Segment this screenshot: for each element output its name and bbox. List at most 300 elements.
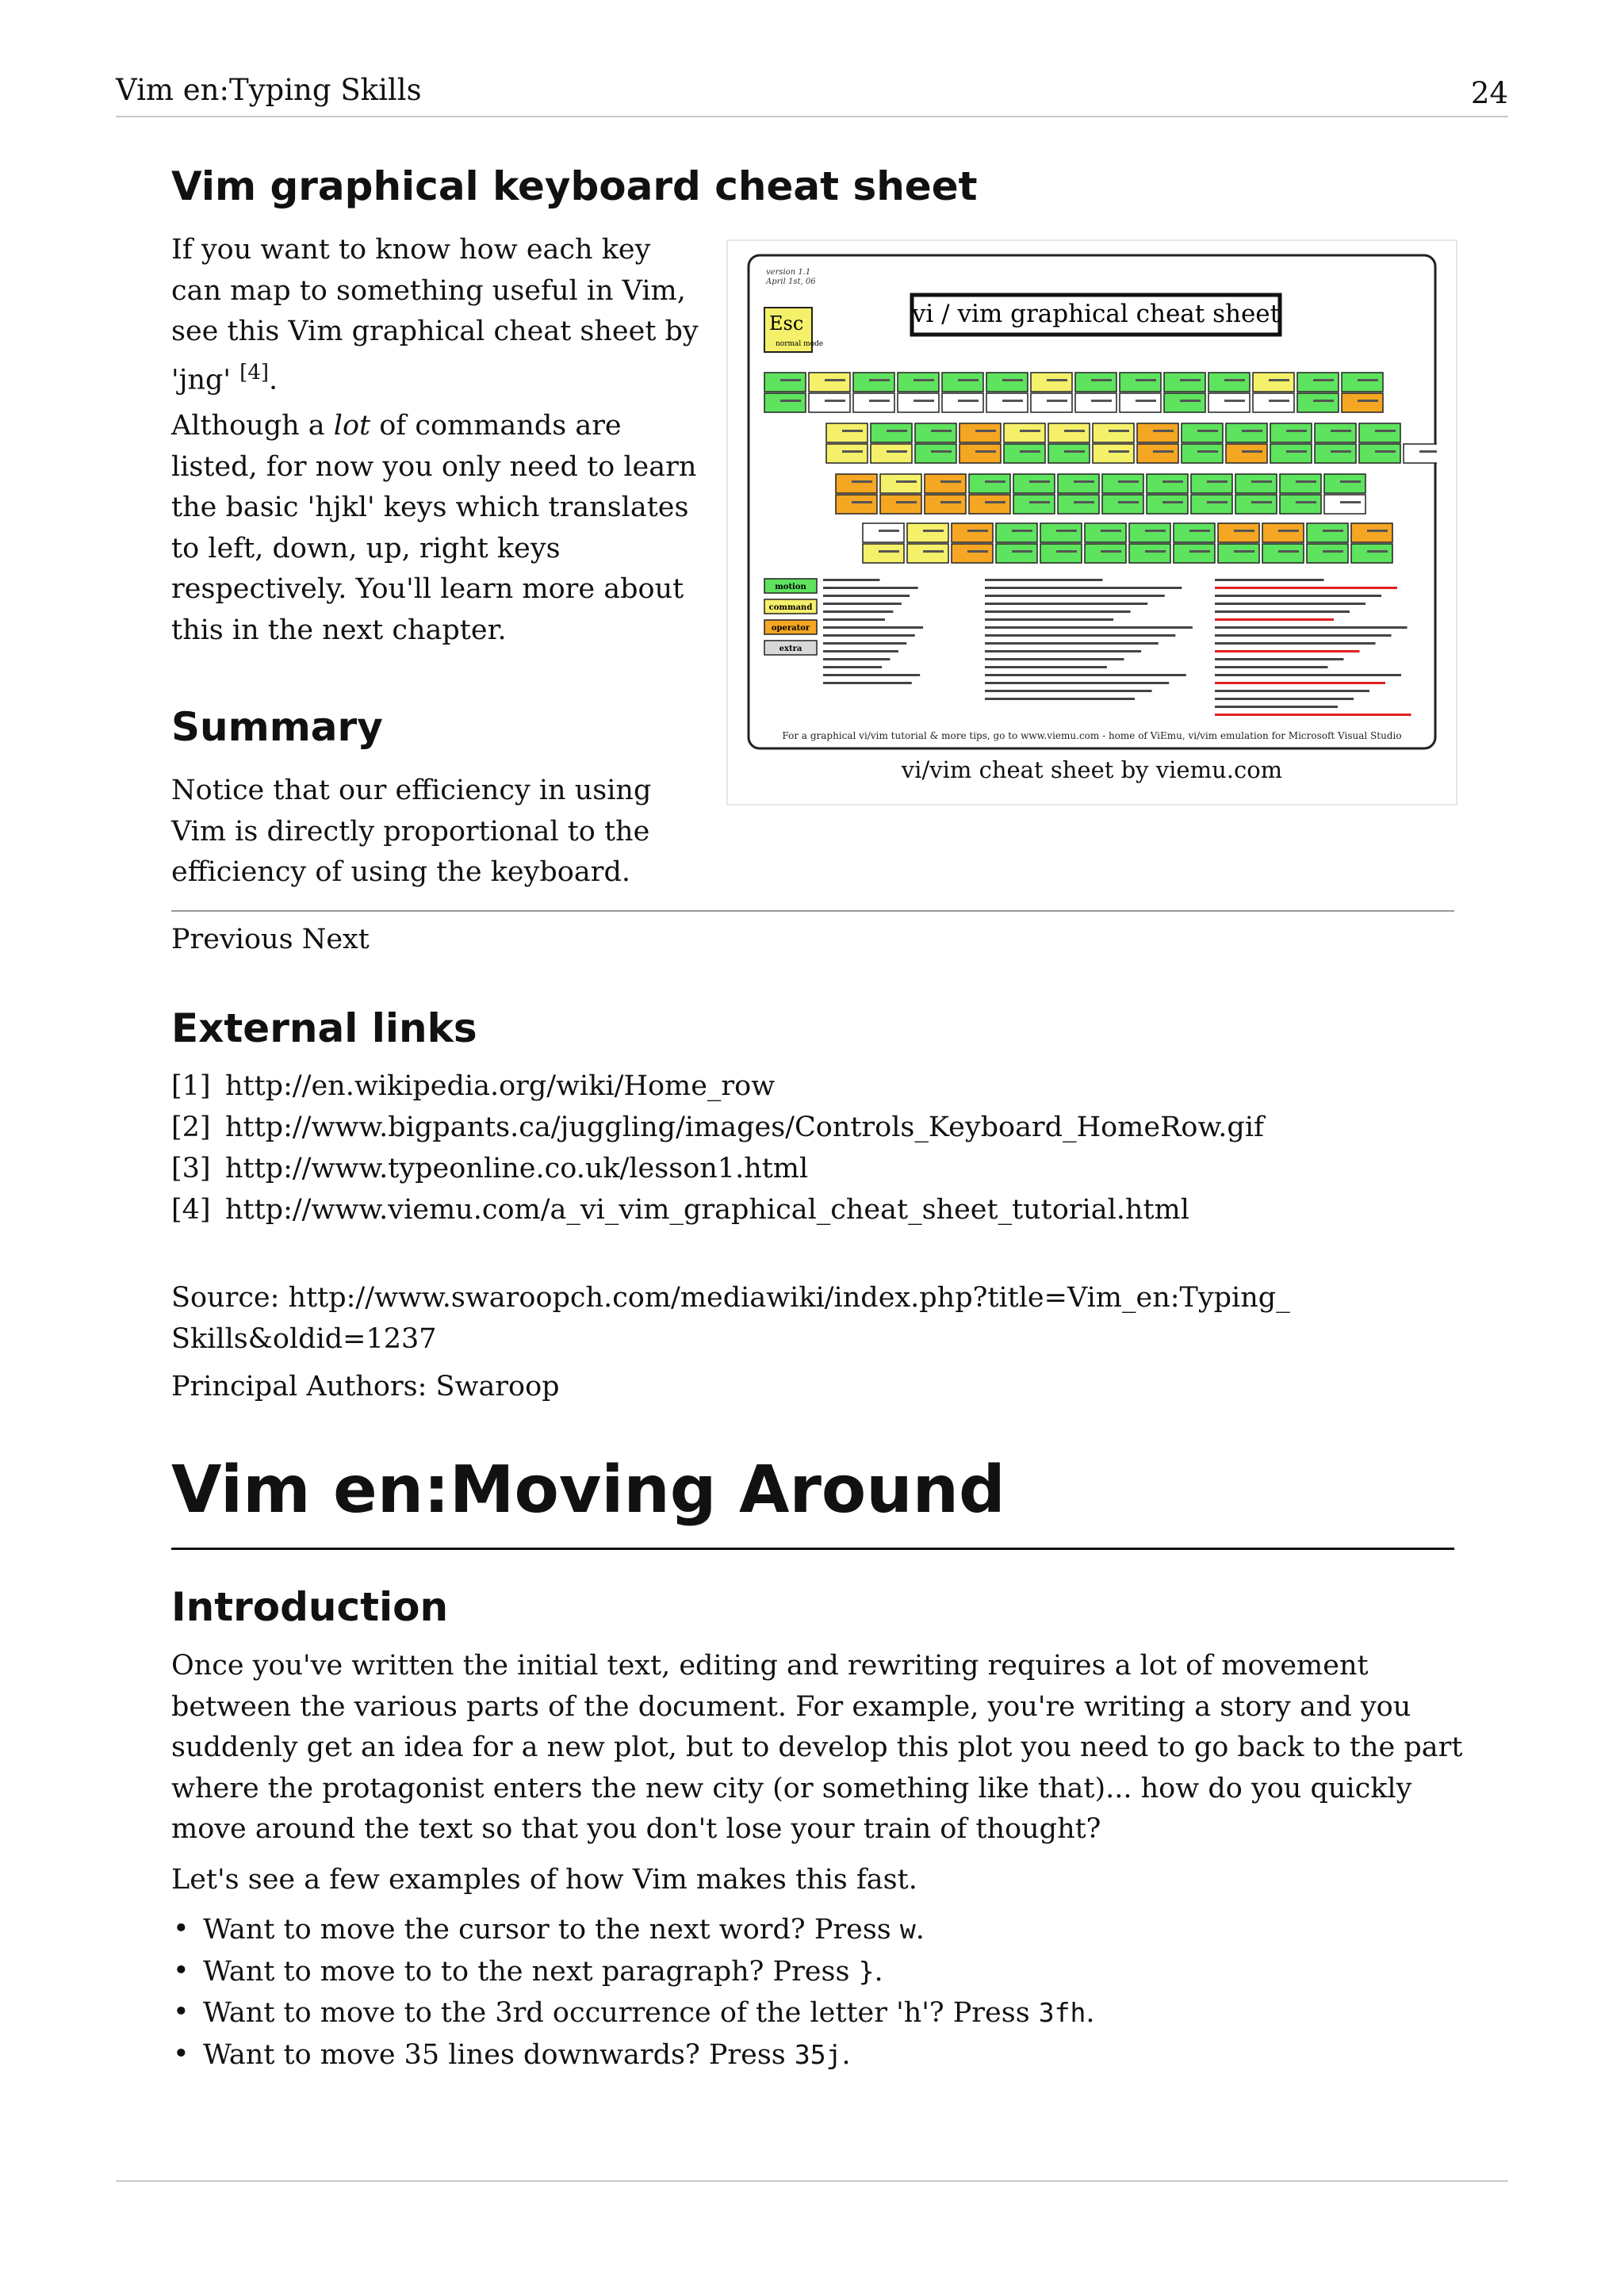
ref-number: [4] bbox=[171, 1194, 211, 1226]
description-line bbox=[985, 634, 1175, 637]
description-line bbox=[823, 595, 910, 597]
legend-label: motion bbox=[775, 583, 806, 591]
description-line bbox=[1215, 690, 1369, 692]
description-line bbox=[985, 674, 1186, 676]
cheat-key-text bbox=[914, 400, 934, 402]
cheat-key-text bbox=[1313, 400, 1334, 402]
cheat-key bbox=[1182, 423, 1223, 442]
cheat-key-text bbox=[1375, 430, 1396, 432]
para2-text: Although a bbox=[171, 410, 334, 442]
cheat-key bbox=[1120, 373, 1161, 392]
cheat-key bbox=[1031, 373, 1072, 392]
description-line bbox=[1215, 658, 1344, 660]
cheat-key-text bbox=[1375, 450, 1396, 453]
source-line: Source: http://www.swaroopch.com/mediawiki/index.php?title=Vim_en:Typing_ bbox=[171, 1282, 1290, 1314]
cheat-key bbox=[1129, 523, 1170, 542]
cheat-key bbox=[915, 423, 956, 442]
description-line bbox=[1215, 579, 1324, 581]
description-line bbox=[823, 674, 920, 676]
cheat-key bbox=[1013, 474, 1055, 493]
description-line bbox=[1215, 706, 1338, 708]
cheat-key-text bbox=[1029, 480, 1050, 483]
cheat-key bbox=[907, 544, 948, 563]
cheat-key-text bbox=[967, 550, 988, 553]
cheat-key-text bbox=[1145, 530, 1166, 532]
cheat-key bbox=[1040, 544, 1082, 563]
description-line bbox=[823, 642, 906, 645]
cheat-key bbox=[809, 373, 850, 392]
cheat-key-text bbox=[1197, 450, 1218, 453]
version-line: version 1.1 bbox=[766, 268, 811, 277]
cheat-key-text bbox=[1136, 379, 1156, 381]
list-item-text: Want to move the cursor to the next word? Press bbox=[203, 1914, 900, 1946]
description-line bbox=[1215, 666, 1328, 668]
cheat-key bbox=[863, 523, 904, 542]
description-line bbox=[985, 650, 1141, 652]
cheat-key-text bbox=[842, 430, 863, 432]
cheat-key bbox=[942, 393, 983, 412]
cheat-key bbox=[1218, 544, 1259, 563]
cheat-key-text bbox=[852, 501, 872, 503]
cheat-key bbox=[986, 393, 1028, 412]
cheat-key bbox=[1404, 444, 1437, 463]
previous-link[interactable]: Previous bbox=[171, 924, 293, 955]
cheat-key bbox=[1031, 393, 1072, 412]
cheat-key bbox=[1004, 423, 1045, 442]
cheat-key-text bbox=[1153, 430, 1174, 432]
cheat-key bbox=[1359, 444, 1400, 463]
description-line bbox=[1215, 618, 1334, 621]
description-line bbox=[985, 658, 1124, 660]
para2-line: respectively. You'll learn more about bbox=[171, 573, 684, 605]
esc-key-sub: normal mode bbox=[776, 340, 824, 348]
cheat-key bbox=[1058, 474, 1099, 493]
cheat-key bbox=[1102, 495, 1143, 514]
cheat-key-text bbox=[1012, 530, 1032, 532]
para1-line-last bbox=[171, 353, 710, 401]
ref-url[interactable]: http://en.wikipedia.org/wiki/Home_row bbox=[225, 1070, 776, 1102]
cheat-key-text bbox=[1278, 530, 1299, 532]
cheat-key bbox=[1093, 423, 1134, 442]
version-date: April 1st, 06 bbox=[766, 277, 816, 286]
cheat-key-text bbox=[1269, 400, 1289, 402]
list-item-code: 3fh bbox=[1038, 1997, 1086, 2028]
cheat-key bbox=[764, 393, 806, 412]
cheat-key bbox=[1182, 444, 1223, 463]
cheat-key-text bbox=[1197, 430, 1218, 432]
cheat-key-text bbox=[896, 480, 917, 483]
description-line bbox=[1215, 595, 1381, 597]
description-line bbox=[985, 579, 1103, 581]
introduction-heading: Introduction bbox=[171, 1584, 449, 1630]
cheat-key bbox=[1297, 393, 1339, 412]
cheat-key-text bbox=[931, 450, 952, 453]
cheat-key-text bbox=[1296, 501, 1316, 503]
cheat-key bbox=[1040, 523, 1082, 542]
cheat-key-text bbox=[780, 379, 801, 381]
description-line bbox=[823, 618, 885, 621]
description-line bbox=[1215, 603, 1365, 605]
cheat-key-text bbox=[1180, 379, 1201, 381]
cheat-key-text bbox=[985, 480, 1005, 483]
list-item bbox=[171, 1992, 1454, 2034]
ref-url[interactable]: http://www.bigpants.ca/juggling/images/Controls_Keyboard_HomeRow.gif bbox=[225, 1112, 1264, 1143]
para2-line: listed, for now you only need to learn bbox=[171, 450, 697, 483]
cheat-key bbox=[880, 474, 921, 493]
cheat-key-text bbox=[1109, 450, 1129, 453]
cheat-key bbox=[764, 373, 806, 392]
description-line bbox=[1215, 626, 1408, 629]
cheat-key-text bbox=[1340, 501, 1361, 503]
description-line bbox=[985, 587, 1182, 589]
cheat-key-text bbox=[879, 550, 899, 553]
cheat-key bbox=[907, 523, 948, 542]
cheat-key-text bbox=[1012, 550, 1032, 553]
cheat-key-text bbox=[1207, 480, 1228, 483]
cheat-key-text bbox=[923, 530, 944, 532]
cheat-key-text bbox=[1091, 379, 1112, 381]
cheat-key-text bbox=[1419, 450, 1437, 453]
cheat-key-text bbox=[1153, 450, 1174, 453]
cheat-sheet-paragraph-1 bbox=[171, 230, 710, 401]
cheat-key-text bbox=[1189, 530, 1210, 532]
cheat-key bbox=[826, 444, 868, 463]
cheat-key bbox=[836, 474, 877, 493]
cheat-key-text bbox=[1224, 400, 1245, 402]
cheat-key bbox=[1235, 474, 1277, 493]
cheat-key-text bbox=[1358, 400, 1378, 402]
description-line bbox=[985, 603, 1147, 605]
legend-label: extra bbox=[779, 645, 802, 653]
list-item bbox=[171, 1909, 1454, 1951]
description-line bbox=[1215, 610, 1350, 613]
cheat-key-text bbox=[1056, 550, 1077, 553]
cheat-key-text bbox=[1278, 550, 1299, 553]
cheat-key-text bbox=[1331, 450, 1351, 453]
cheat-key-text bbox=[1323, 530, 1343, 532]
list-item-text: Want to move to the 3rd occurrence of the letter 'h'? Press bbox=[203, 1997, 1039, 2029]
cheat-key bbox=[1359, 423, 1400, 442]
examples-intro: Let's see a few examples of how Vim makes this fast. bbox=[171, 1864, 917, 1896]
cheat-key bbox=[1280, 474, 1321, 493]
cheat-key bbox=[1226, 423, 1267, 442]
description-line bbox=[985, 666, 1107, 668]
para1-line: see this Vim graphical cheat sheet by bbox=[171, 316, 699, 347]
summary-line: Notice that our efficiency in using bbox=[171, 775, 652, 806]
cheat-key-text bbox=[1234, 530, 1254, 532]
cheat-key-text bbox=[940, 501, 961, 503]
cheat-key-text bbox=[852, 480, 872, 483]
cheat-key-text bbox=[958, 379, 979, 381]
cheat-key-text bbox=[1234, 550, 1254, 553]
source-block bbox=[171, 1278, 1454, 1360]
para1-line: can map to something useful in Vim, bbox=[171, 274, 686, 307]
cheat-sheet-image[interactable] bbox=[747, 254, 1437, 750]
para2-emphasis: lot bbox=[333, 410, 371, 442]
intro-line: where the protagonist enters the new city (or something like that)... how do you quickly bbox=[171, 1772, 1412, 1804]
cheat-key bbox=[986, 373, 1028, 392]
cheat-key bbox=[1075, 373, 1116, 392]
cheat-key-text bbox=[780, 400, 801, 402]
cheat-key-text bbox=[1358, 379, 1378, 381]
list-item-code: 35j bbox=[794, 2038, 842, 2070]
ref-number: [3] bbox=[171, 1153, 211, 1184]
para2-line: the basic 'hjkl' keys which translates bbox=[171, 492, 689, 523]
cheat-key bbox=[1058, 495, 1099, 514]
cheat-key bbox=[1270, 444, 1312, 463]
cheat-key-text bbox=[1189, 550, 1210, 553]
cheat-key bbox=[1147, 474, 1188, 493]
cheat-key bbox=[1315, 423, 1356, 442]
cheat-key-text bbox=[1251, 480, 1272, 483]
cheat-key bbox=[1280, 495, 1321, 514]
cheat-key bbox=[996, 544, 1037, 563]
cheat-key bbox=[1147, 495, 1188, 514]
cheat-key bbox=[952, 523, 993, 542]
cheat-key-text bbox=[931, 430, 952, 432]
description-line bbox=[985, 626, 1193, 629]
intro-line: Once you've written the initial text, editing and rewriting requires a lot of movement bbox=[171, 1650, 1369, 1682]
cheat-key-text bbox=[1207, 501, 1228, 503]
cheat-key-text bbox=[1367, 550, 1388, 553]
cheat-key-text bbox=[879, 530, 899, 532]
summary-paragraph bbox=[171, 771, 710, 894]
page-number: 24 bbox=[1470, 76, 1508, 110]
para2-line: this in the next chapter. bbox=[171, 614, 507, 646]
list-item-end: . bbox=[841, 2038, 851, 2071]
cheat-key bbox=[1315, 444, 1356, 463]
para2-line-first bbox=[171, 406, 710, 447]
cheat-key bbox=[853, 393, 894, 412]
cheat-key-text bbox=[1242, 450, 1262, 453]
cheat-key-text bbox=[1118, 480, 1139, 483]
cheat-key-text bbox=[1331, 430, 1351, 432]
cheat-key-text bbox=[958, 400, 979, 402]
description-line bbox=[823, 610, 893, 613]
figure-caption: vi/vim cheat sheet by viemu.com bbox=[901, 756, 1283, 783]
cheat-key-text bbox=[1101, 530, 1121, 532]
cheat-key bbox=[863, 544, 904, 563]
cheat-key-text bbox=[1101, 550, 1121, 553]
banner-title: vi / vim graphical cheat sheet bbox=[911, 300, 1281, 328]
cheat-key bbox=[1085, 523, 1126, 542]
cheat-key-text bbox=[1002, 379, 1023, 381]
list-item-code: w bbox=[899, 1914, 916, 1945]
chapter-title: Vim en:Moving Around bbox=[171, 1452, 1005, 1528]
description-line bbox=[1215, 698, 1354, 700]
cheat-key-text bbox=[869, 379, 890, 381]
cheat-key-text bbox=[825, 400, 845, 402]
para1-end: . bbox=[269, 364, 278, 396]
description-line bbox=[823, 634, 915, 637]
external-links-heading: External links bbox=[171, 1005, 477, 1051]
cheat-key bbox=[1342, 373, 1383, 392]
summary-line: Vim is directly proportional to the bbox=[171, 815, 650, 848]
cheat-key-text bbox=[1091, 400, 1112, 402]
cheat-key bbox=[1191, 474, 1232, 493]
cheat-key bbox=[1085, 544, 1126, 563]
footnote-ref-4[interactable]: [4] bbox=[239, 360, 270, 385]
cheat-key bbox=[1191, 495, 1232, 514]
list-item bbox=[171, 2034, 1454, 2076]
list-item bbox=[171, 1951, 1454, 1993]
description-line bbox=[985, 690, 1152, 692]
cheat-key-text bbox=[1064, 430, 1085, 432]
cheat-key bbox=[809, 393, 850, 412]
cheat-key bbox=[915, 444, 956, 463]
description-line bbox=[985, 698, 1135, 700]
running-header bbox=[116, 73, 1508, 117]
cheat-key-text bbox=[1002, 400, 1023, 402]
description-line bbox=[823, 579, 880, 581]
cheat-key-text bbox=[985, 501, 1005, 503]
cheat-key bbox=[853, 373, 894, 392]
cheat-key bbox=[1351, 544, 1392, 563]
running-header-title: Vim en:Typing Skills bbox=[116, 73, 422, 107]
cheat-key bbox=[1102, 474, 1143, 493]
cheat-key-text bbox=[1029, 501, 1050, 503]
cheat-key bbox=[1342, 393, 1383, 412]
cheat-key bbox=[898, 373, 939, 392]
cheat-key-text bbox=[940, 480, 961, 483]
page-nav bbox=[171, 920, 370, 961]
cheat-key bbox=[969, 495, 1010, 514]
cheat-key bbox=[1253, 393, 1294, 412]
cheat-key bbox=[1174, 523, 1215, 542]
cheat-key-text bbox=[1313, 379, 1334, 381]
cheat-key-text bbox=[975, 430, 996, 432]
cheat-key bbox=[925, 495, 966, 514]
para2-text: of commands are bbox=[370, 410, 622, 442]
description-line bbox=[823, 682, 912, 684]
cheat-key-text bbox=[1162, 480, 1183, 483]
cheat-key bbox=[1208, 373, 1250, 392]
cheat-key bbox=[959, 444, 1001, 463]
ref-url[interactable]: http://www.typeonline.co.uk/lesson1.html bbox=[225, 1153, 809, 1184]
description-line bbox=[823, 658, 891, 660]
cheat-key bbox=[942, 373, 983, 392]
cheat-key bbox=[1004, 444, 1045, 463]
cheat-key-text bbox=[842, 450, 863, 453]
cheat-key-text bbox=[967, 530, 988, 532]
cheat-key bbox=[1137, 423, 1178, 442]
list-item-end: . bbox=[1086, 1997, 1095, 2029]
cheat-key-text bbox=[1056, 530, 1077, 532]
ref-number: [1] bbox=[171, 1070, 211, 1102]
cheat-key bbox=[1218, 523, 1259, 542]
summary-line: efficiency of using the keyboard. bbox=[171, 856, 630, 888]
cheat-key bbox=[1048, 423, 1090, 442]
description-line bbox=[985, 595, 1165, 597]
legend-label: command bbox=[768, 603, 813, 612]
cheat-key bbox=[1324, 474, 1365, 493]
cheat-key-text bbox=[825, 379, 845, 381]
description-line bbox=[1215, 642, 1376, 645]
next-link[interactable]: Next bbox=[301, 924, 370, 955]
cheat-footer-text: For a graphical vi/vim tutorial & more tips, go to www.viemu.com - home of ViEmu, vi/vim emulation for Microsoft Visual Studio bbox=[782, 730, 1402, 741]
introduction-paragraph bbox=[171, 1646, 1472, 1850]
description-line bbox=[1215, 650, 1360, 652]
description-line bbox=[985, 682, 1169, 684]
external-link-item bbox=[171, 1112, 1264, 1143]
cheat-key bbox=[1208, 393, 1250, 412]
external-link-item bbox=[171, 1153, 808, 1184]
footer-rule bbox=[116, 2180, 1508, 2182]
cheat-key bbox=[1307, 544, 1348, 563]
cheat-key bbox=[1120, 393, 1161, 412]
cheat-key-text bbox=[1074, 501, 1094, 503]
cheat-key bbox=[826, 423, 868, 442]
cheat-key-text bbox=[896, 501, 917, 503]
description-line bbox=[985, 610, 1131, 613]
description-line bbox=[823, 666, 882, 668]
cheat-key bbox=[1013, 495, 1055, 514]
legend-label: operator bbox=[771, 624, 810, 633]
cheat-key bbox=[1137, 444, 1178, 463]
cheat-key bbox=[925, 474, 966, 493]
description-line bbox=[823, 603, 902, 605]
cheat-key-text bbox=[1296, 480, 1316, 483]
cheat-key-text bbox=[1269, 379, 1289, 381]
cheat-key bbox=[1297, 373, 1339, 392]
external-link-item bbox=[171, 1194, 1189, 1226]
cheat-key-text bbox=[1162, 501, 1183, 503]
cheat-sheet-paragraph-2 bbox=[171, 406, 710, 651]
cheat-key-text bbox=[1020, 450, 1040, 453]
description-line bbox=[1215, 682, 1385, 684]
summary-heading: Summary bbox=[171, 704, 383, 750]
principal-authors: Principal Authors: Swaroop bbox=[171, 1371, 560, 1402]
ref-number: [2] bbox=[171, 1112, 211, 1143]
description-line bbox=[985, 642, 1159, 645]
description-line bbox=[823, 626, 923, 629]
cheat-key-text bbox=[1047, 379, 1067, 381]
cheat-key bbox=[1324, 495, 1365, 514]
cheat-key bbox=[1174, 544, 1215, 563]
cheat-key-text bbox=[914, 379, 934, 381]
cheat-key bbox=[1270, 423, 1312, 442]
ref-url[interactable]: http://www.viemu.com/a_vi_vim_graphical_cheat_sheet_tutorial.html bbox=[225, 1194, 1189, 1226]
chapter-title-rule bbox=[171, 1548, 1454, 1550]
cheat-key bbox=[836, 495, 877, 514]
cheat-key-text bbox=[1242, 430, 1262, 432]
cheat-key-text bbox=[1224, 379, 1245, 381]
description-line bbox=[1215, 674, 1401, 676]
cheat-key-text bbox=[1323, 550, 1343, 553]
cheat-key bbox=[871, 423, 912, 442]
description-line bbox=[823, 587, 918, 589]
cheat-key bbox=[880, 495, 921, 514]
cheat-key bbox=[969, 474, 1010, 493]
nav-divider bbox=[171, 910, 1454, 912]
para2-line: to left, down, up, right keys bbox=[171, 532, 561, 564]
cheat-key bbox=[1235, 495, 1277, 514]
cheat-key bbox=[1262, 544, 1304, 563]
cheat-sheet-heading: Vim graphical keyboard cheat sheet bbox=[171, 163, 978, 209]
cheat-key-text bbox=[1109, 430, 1129, 432]
cheat-key-text bbox=[1064, 450, 1085, 453]
cheat-key-text bbox=[1367, 530, 1388, 532]
list-item-end: . bbox=[874, 1955, 883, 1988]
cheat-key-text bbox=[1286, 450, 1307, 453]
cheat-key bbox=[1093, 444, 1134, 463]
list-item-text: Want to move to to the next paragraph? Press bbox=[203, 1955, 859, 1988]
examples-list bbox=[171, 1909, 1454, 2076]
cheat-key-text bbox=[1047, 400, 1067, 402]
description-line bbox=[1215, 634, 1392, 637]
cheat-key bbox=[959, 423, 1001, 442]
para1-last-text: 'jng' bbox=[171, 364, 240, 396]
